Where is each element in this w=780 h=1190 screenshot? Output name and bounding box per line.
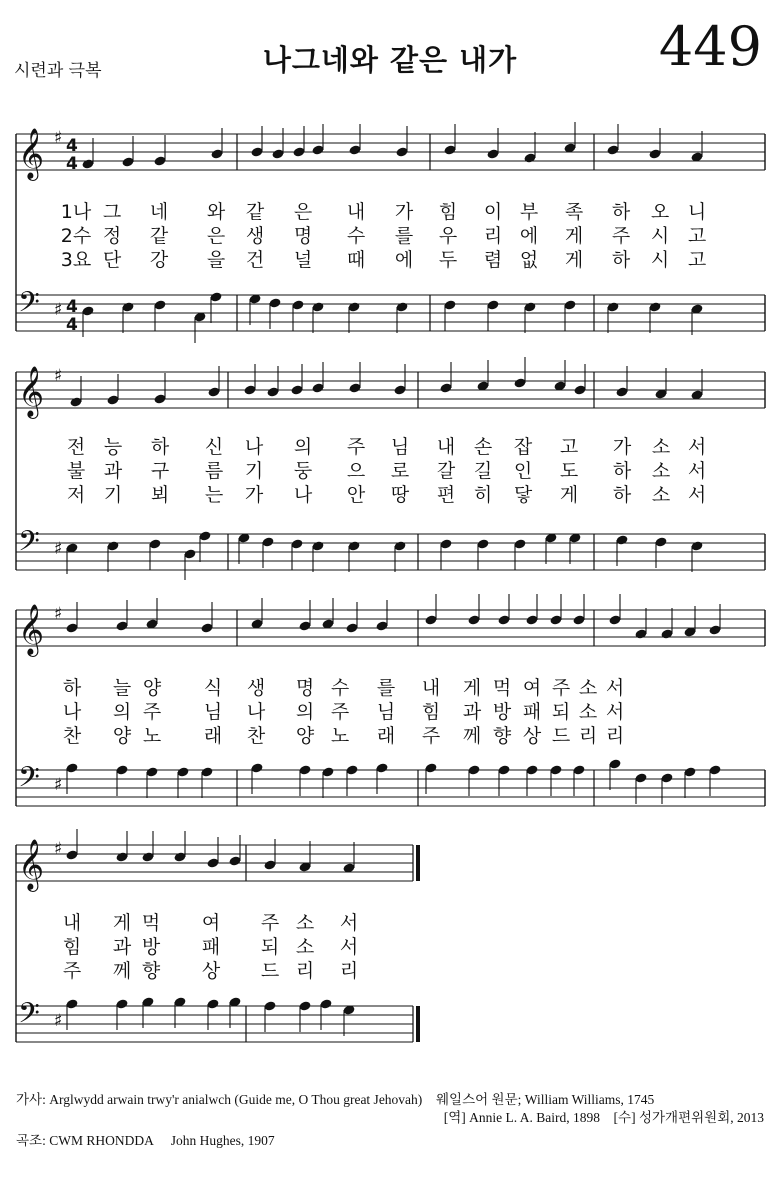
lyric-syllable: 님 [390, 436, 410, 458]
lyric-syllable: 되 [551, 701, 571, 723]
lyric-syllable: 여 [522, 677, 542, 699]
lyric-syllable: 기 [244, 460, 264, 482]
lyric-syllable: 가 [244, 484, 264, 506]
lyric-syllable: 게 [112, 912, 132, 934]
lyric-syllable: 리 [605, 725, 625, 747]
lyric-syllable: 서 [605, 701, 625, 723]
lyric-syllable: 1나 [60, 201, 92, 223]
lyric-syllable: 건 [245, 249, 265, 271]
lyric-syllable: 방 [492, 701, 512, 723]
lyric-syllable: 먹 [141, 912, 161, 934]
lyric-syllable: 족 [564, 201, 584, 223]
lyric-syllable: 래 [203, 725, 223, 747]
time-signature-bottom: 4 [66, 315, 78, 335]
lyric-syllable: 소 [651, 436, 671, 458]
lyric-syllable: 주 [330, 701, 350, 723]
lyric-syllable: 없 [519, 249, 539, 271]
final-barline [416, 845, 420, 881]
credit-lyrics [16, 1088, 422, 1108]
lyric-syllable: 하 [611, 201, 631, 223]
lyric-syllable: 부 [519, 201, 539, 223]
lyric-syllable: 고 [687, 225, 707, 247]
bass-clef-icon: 𝄢 [18, 997, 40, 1037]
lyrics-s3-v1 [0, 677, 780, 699]
lyric-syllable: 우 [438, 225, 458, 247]
lyric-syllable: 오 [650, 201, 670, 223]
lyrics-s2-v1 [0, 436, 780, 458]
lyric-syllable: 노 [142, 725, 162, 747]
treble-clef-icon: 𝄞 [18, 604, 45, 655]
lyric-syllable: 찬 [62, 725, 82, 747]
lyric-syllable: 과 [103, 460, 123, 482]
key-sharp-icon: ♯ [54, 539, 63, 559]
lyric-syllable: 과 [462, 701, 482, 723]
lyric-syllable: 니 [687, 201, 707, 223]
lyric-syllable: 양 [142, 677, 162, 699]
lyric-syllable: 이 [483, 201, 503, 223]
lyric-syllable: 소 [651, 484, 671, 506]
lyric-syllable: 상 [201, 960, 221, 982]
lyric-syllable: 소 [578, 701, 598, 723]
lyrics-s1-v3 [0, 249, 780, 271]
key-sharp-icon: ♯ [54, 366, 63, 386]
lyric-syllable: 서 [687, 436, 707, 458]
lyric-syllable: 기 [103, 484, 123, 506]
key-sharp-icon: ♯ [54, 775, 63, 795]
hymn-title: 나그네와 같은 내가 [262, 43, 518, 77]
lyric-syllable: 명 [295, 677, 315, 699]
lyric-syllable: 뵈 [150, 484, 170, 506]
lyric-syllable: 널 [293, 249, 313, 271]
lyric-syllable: 소 [295, 936, 315, 958]
lyric-syllable: 주 [421, 725, 441, 747]
lyric-syllable: 게 [564, 225, 584, 247]
lyric-syllable: 손 [473, 436, 493, 458]
lyric-syllable: 리 [483, 225, 503, 247]
lyric-syllable: 리 [295, 960, 315, 982]
lyric-syllable: 소 [651, 460, 671, 482]
lyric-syllable: 잡 [513, 436, 533, 458]
lyric-syllable: 상 [522, 725, 542, 747]
lyric-syllable: 하 [612, 460, 632, 482]
lyric-syllable: 노 [330, 725, 350, 747]
bass-clef-icon: 𝄢 [18, 761, 40, 801]
lyric-syllable: 으 [346, 460, 366, 482]
lyric-syllable: 생 [245, 225, 265, 247]
credit-translation [444, 1106, 764, 1126]
lyric-syllable: 강 [149, 249, 169, 271]
lyric-syllable: 도 [559, 460, 579, 482]
credit-lyrics-text: Arglwydd arwain trwy'r anialwch (Guide me, O Thou great Jehovah) [49, 1092, 423, 1107]
time-signature-bottom: 4 [66, 154, 78, 174]
lyric-syllable: 소 [295, 912, 315, 934]
lyric-syllable: 께 [112, 960, 132, 982]
lyric-syllable: 생 [246, 677, 266, 699]
lyric-syllable: 주 [260, 912, 280, 934]
lyric-syllable: 힘 [421, 701, 441, 723]
lyric-syllable: 서 [339, 936, 359, 958]
lyric-syllable: 게 [462, 677, 482, 699]
bass-clef-icon: 𝄢 [18, 525, 40, 565]
lyric-syllable: 로 [390, 460, 410, 482]
key-sharp-icon: ♯ [54, 1011, 63, 1031]
lyric-syllable: 서 [687, 484, 707, 506]
lyric-syllable: 가 [394, 201, 414, 223]
lyric-syllable: 내 [62, 912, 82, 934]
lyric-syllable: 은 [293, 201, 313, 223]
lyric-syllable: 리 [339, 960, 359, 982]
bass-clef-icon: 𝄢 [18, 286, 40, 326]
lyric-syllable: 두 [438, 249, 458, 271]
lyric-syllable: 고 [559, 436, 579, 458]
lyric-syllable: 을 [206, 249, 226, 271]
lyric-syllable: 주 [611, 225, 631, 247]
lyric-syllable: 여 [201, 912, 221, 934]
lyric-syllable: 고 [687, 249, 707, 271]
credit-tune [16, 1129, 275, 1149]
lyric-syllable: 내 [421, 677, 441, 699]
composer: John Hughes, 1907 [170, 1133, 275, 1148]
lyric-syllable: 구 [150, 460, 170, 482]
lyric-syllable: 은 [206, 225, 226, 247]
lyric-syllable: 길 [473, 460, 493, 482]
translation-label: [역] [443, 1110, 470, 1125]
lyric-syllable: 양 [295, 725, 315, 747]
lyric-syllable: 주 [346, 436, 366, 458]
lyrics-s3-v2 [0, 701, 780, 723]
lyric-syllable: 인 [513, 460, 533, 482]
lyric-syllable: 2수 [60, 225, 92, 247]
lyric-syllable: 는 [204, 484, 224, 506]
lyric-syllable: 같 [245, 201, 265, 223]
treble-clef-icon: 𝄞 [18, 128, 45, 179]
lyric-syllable: 그 [102, 201, 122, 223]
lyric-syllable: 내 [346, 201, 366, 223]
time-signature-top: 4 [66, 136, 78, 156]
lyric-syllable: 불 [66, 460, 86, 482]
lyric-syllable: 주 [142, 701, 162, 723]
lyric-syllable: 가 [612, 436, 632, 458]
lyric-syllable: 하 [150, 436, 170, 458]
lyric-syllable: 전 [66, 436, 86, 458]
lyric-syllable: 편 [436, 484, 456, 506]
final-barline [416, 1006, 420, 1042]
hymn-number: 449 [658, 15, 762, 78]
lyric-syllable: 수 [330, 677, 350, 699]
lyric-syllable: 와 [206, 201, 226, 223]
lyric-syllable: 의 [293, 436, 313, 458]
lyrics-s4-v1 [0, 912, 780, 934]
lyric-syllable: 를 [394, 225, 414, 247]
lyric-syllable: 리 [578, 725, 598, 747]
lyric-syllable: 되 [260, 936, 280, 958]
lyric-syllable: 름 [204, 460, 224, 482]
lyric-syllable: 양 [112, 725, 132, 747]
lyric-syllable: 나 [293, 484, 313, 506]
lyric-syllable: 께 [462, 725, 482, 747]
lyric-syllable: 향 [492, 725, 512, 747]
lyric-syllable: 주 [62, 960, 82, 982]
lyric-syllable: 래 [376, 725, 396, 747]
lyric-syllable: 서 [339, 912, 359, 934]
lyrics-s2-v3 [0, 484, 780, 506]
lyric-syllable: 하 [62, 677, 82, 699]
treble-clef-icon: 𝄞 [18, 839, 45, 890]
lyric-syllable: 저 [66, 484, 86, 506]
lyric-syllable: 나 [62, 701, 82, 723]
treble-clef-icon: 𝄞 [18, 366, 45, 417]
time-signature-top: 4 [66, 297, 78, 317]
lyric-syllable: 힘 [438, 201, 458, 223]
lyric-syllable: 3요 [60, 249, 92, 271]
lyric-syllable: 히 [473, 484, 493, 506]
key-sharp-icon: ♯ [54, 300, 63, 320]
lyric-syllable: 서 [605, 677, 625, 699]
lyric-syllable: 방 [141, 936, 161, 958]
lyrics-s4-v2 [0, 936, 780, 958]
lyric-syllable: 갈 [436, 460, 456, 482]
key-sharp-icon: ♯ [54, 604, 63, 624]
lyric-syllable: 에 [519, 225, 539, 247]
credit-lyrics-label: 가사: [16, 1092, 50, 1107]
lyric-syllable: 닿 [513, 484, 533, 506]
lyric-syllable: 의 [112, 701, 132, 723]
lyric-syllable: 시 [650, 225, 670, 247]
lyric-syllable: 주 [551, 677, 571, 699]
lyric-syllable: 신 [204, 436, 224, 458]
tune-label: 곡조: [16, 1133, 50, 1148]
lyric-syllable: 늘 [112, 677, 132, 699]
tune-name: CWM RHONDDA [49, 1133, 154, 1148]
lyric-syllable: 드 [260, 960, 280, 982]
lyrics-s1-v1 [0, 201, 780, 223]
revision-text: 성가개편위원회, 2013 [638, 1110, 764, 1125]
lyric-syllable: 님 [203, 701, 223, 723]
lyric-syllable: 네 [149, 201, 169, 223]
lyric-syllable: 찬 [246, 725, 266, 747]
lyric-syllable: 때 [346, 249, 366, 271]
lyric-syllable: 소 [578, 677, 598, 699]
lyric-syllable: 시 [650, 249, 670, 271]
credit-original: 웨일스어 원문; William Williams, 1745 [436, 1092, 655, 1107]
lyric-syllable: 능 [103, 436, 123, 458]
lyric-syllable: 안 [346, 484, 366, 506]
hymn-category: 시련과 극복 [14, 61, 102, 81]
lyric-syllable: 식 [203, 677, 223, 699]
lyric-syllable: 패 [522, 701, 542, 723]
lyric-syllable: 과 [112, 936, 132, 958]
lyric-syllable: 렴 [483, 249, 503, 271]
lyric-syllable: 땅 [390, 484, 410, 506]
lyric-syllable: 패 [201, 936, 221, 958]
lyric-syllable: 같 [149, 225, 169, 247]
lyric-syllable: 나 [246, 701, 266, 723]
lyric-syllable: 둥 [293, 460, 313, 482]
lyric-syllable: 내 [436, 436, 456, 458]
lyric-syllable: 를 [376, 677, 396, 699]
lyric-syllable: 님 [376, 701, 396, 723]
lyric-syllable: 먹 [492, 677, 512, 699]
lyric-syllable: 게 [564, 249, 584, 271]
lyric-syllable: 서 [687, 460, 707, 482]
lyric-syllable: 명 [293, 225, 313, 247]
lyrics-s2-v2 [0, 460, 780, 482]
lyric-syllable: 게 [559, 484, 579, 506]
key-sharp-icon: ♯ [54, 839, 63, 859]
lyric-syllable: 향 [141, 960, 161, 982]
lyric-syllable: 단 [102, 249, 122, 271]
lyrics-s1-v2 [0, 225, 780, 247]
lyric-syllable: 하 [612, 484, 632, 506]
lyric-syllable: 의 [295, 701, 315, 723]
lyric-syllable: 에 [394, 249, 414, 271]
lyric-syllable: 하 [611, 249, 631, 271]
revision-label: [수] [613, 1110, 639, 1125]
translation-text: Annie L. A. Baird, 1898 [469, 1110, 601, 1125]
lyric-syllable: 정 [102, 225, 122, 247]
lyric-syllable: 나 [244, 436, 264, 458]
lyrics-s4-v3 [0, 960, 780, 982]
lyric-syllable: 힘 [62, 936, 82, 958]
lyric-syllable: 드 [551, 725, 571, 747]
key-sharp-icon: ♯ [54, 128, 63, 148]
lyric-syllable: 수 [346, 225, 366, 247]
lyrics-s3-v3 [0, 725, 780, 747]
